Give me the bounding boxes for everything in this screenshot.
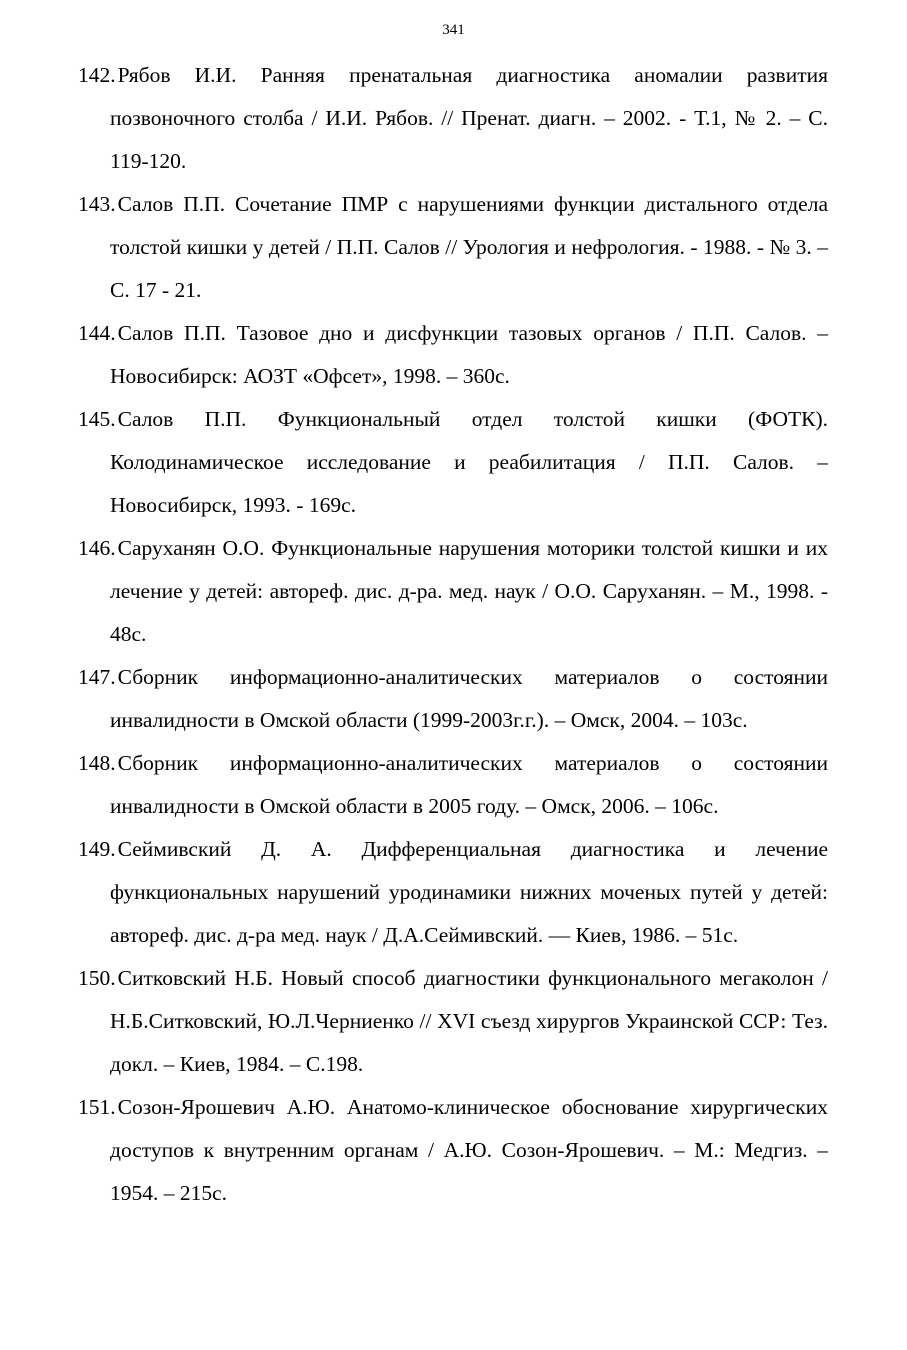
reference-text: Салов П.П. Функциональный отдел толстой кишки (ФОТК). Колодинамическое исследование и реабилитация / П.П. Салов. – Новосибирск, 1993. - 169с. bbox=[110, 407, 828, 517]
reference-text: Созон-Ярошевич А.Ю. Анатомо-клиническое обоснование хирургических доступов к внутренним органам / А.Ю. Созон-Ярошевич. – М.: Медгиз. – 1954. – 215с. bbox=[110, 1095, 828, 1205]
reference-item bbox=[78, 183, 828, 312]
reference-item bbox=[78, 957, 828, 1086]
reference-text: Саруханян О.О. Функциональные нарушения моторики толстой кишки и их лечение у детей: автореф. дис. д-ра. мед. наук / О.О. Саруханян. – М., 1998. - 48с. bbox=[110, 536, 828, 646]
reference-text: Салов П.П. Тазовое дно и дисфункции тазовых органов / П.П. Салов. – Новосибирск: АОЗТ «Офсет», 1998. – 360с. bbox=[110, 321, 828, 388]
reference-number: 148. bbox=[78, 751, 116, 775]
reference-item bbox=[78, 656, 828, 742]
reference-number: 146. bbox=[78, 536, 116, 560]
reference-number: 144. bbox=[78, 321, 116, 345]
page-number: 341 bbox=[442, 22, 465, 38]
reference-item bbox=[78, 312, 828, 398]
reference-number: 142. bbox=[78, 63, 116, 87]
reference-item bbox=[78, 54, 828, 183]
reference-item bbox=[78, 742, 828, 828]
reference-item bbox=[78, 527, 828, 656]
reference-item bbox=[78, 828, 828, 957]
reference-text: Сборник информационно-аналитических материалов о состоянии инвалидности в Омской области в 2005 году. – Омск, 2006. – 106с. bbox=[110, 751, 828, 818]
reference-text: Сеймивский Д. А. Дифференциальная диагностика и лечение функциональных нарушений уродинамики нижних моченых путей у детей: автореф. дис. д-ра мед. наук / Д.А.Сеймивский. — Киев, 1986. – 51с. bbox=[110, 837, 828, 947]
reference-item bbox=[78, 1086, 828, 1215]
reference-number: 143. bbox=[78, 192, 116, 216]
reference-number: 149. bbox=[78, 837, 116, 861]
reference-number: 145. bbox=[78, 407, 116, 431]
reference-text: Сборник информационно-аналитических материалов о состоянии инвалидности в Омской области (1999-2003г.г.). – Омск, 2004. – 103с. bbox=[110, 665, 828, 732]
reference-text: Салов П.П. Сочетание ПМР с нарушениями функции дистального отдела толстой кишки у детей / П.П. Салов // Урология и нефрология. - 1988. - № 3. – С. 17 - 21. bbox=[110, 192, 828, 302]
reference-text: Рябов И.И. Ранняя пренатальная диагностика аномалии развития позвоночного столба / И.И. Рябов. // Пренат. диагн. – 2002. - Т.1, № 2. – С. 119-120. bbox=[110, 63, 828, 173]
reference-number: 147. bbox=[78, 665, 116, 689]
reference-number: 150. bbox=[78, 966, 116, 990]
reference-list bbox=[78, 54, 828, 1215]
reference-item bbox=[78, 398, 828, 527]
reference-number: 151. bbox=[78, 1095, 116, 1119]
reference-text: Ситковский Н.Б. Новый способ диагностики функционального мегаколон / Н.Б.Ситковский, Ю.Л.Черниенко // XVI съезд хирургов Украинской ССР: Тез. докл. – Киев, 1984. – С.198. bbox=[110, 966, 828, 1076]
